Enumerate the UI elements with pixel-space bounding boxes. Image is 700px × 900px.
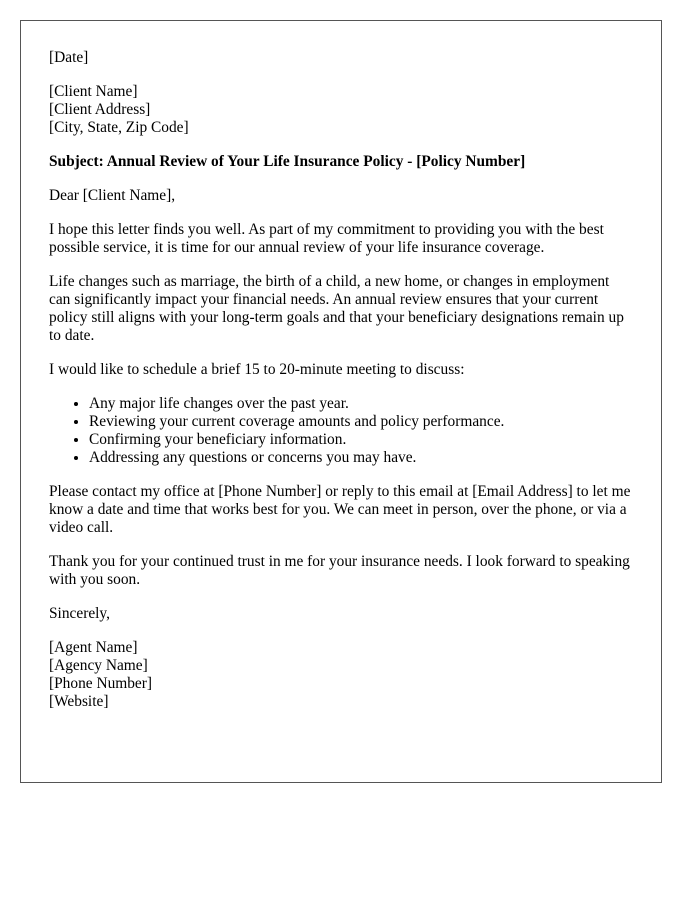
date: [Date]: [49, 49, 89, 66]
list-item: • Confirming your beneficiary information.: [89, 431, 634, 449]
body-paragraph: I hope this letter finds you well. As part of my commitment to providing you with the best possible service, it is time for our annual review of your life insurance coverage.: [49, 221, 604, 256]
phone-number: [Phone Number]: [49, 675, 153, 692]
list-item: • Any major life changes over the past year.: [89, 395, 634, 413]
body-paragraph: I would like to schedule a brief 15 to 20-minute meeting to discuss:: [49, 361, 465, 378]
client-city-state-zip: [City, State, Zip Code]: [49, 119, 189, 136]
body-paragraph: Please contact my office at [Phone Number] or reply to this email at [Email Address] to let me know a date and time that works best for you. We can meet in person, over the phone, or via a video call.: [49, 483, 631, 536]
recipient-address: [49, 83, 634, 137]
website: [Website]: [49, 693, 109, 710]
signature-block: [49, 639, 634, 711]
client-name: [Client Name]: [49, 83, 138, 100]
list-item: • Addressing any questions or concerns you may have.: [89, 449, 634, 467]
body-paragraph: Thank you for your continued trust in me for your insurance needs. I look forward to speaking with you soon.: [49, 553, 630, 588]
signoff: Sincerely,: [49, 605, 110, 622]
body-paragraph: Life changes such as marriage, the birth of a child, a new home, or changes in employment can significantly impact your financial needs. An annual review ensures that your current policy still aligns with your long-term goals and that your beneficiary designations remain up to date.: [49, 273, 624, 344]
subject-line: Subject: Annual Review of Your Life Insurance Policy - [Policy Number]: [49, 153, 526, 170]
salutation: Dear [Client Name],: [49, 187, 176, 204]
agent-name: [Agent Name]: [49, 639, 138, 656]
agency-name: [Agency Name]: [49, 657, 148, 674]
client-address: [Client Address]: [49, 101, 151, 118]
discussion-list: [49, 395, 634, 467]
letter: [20, 20, 662, 783]
list-item: • Reviewing your current coverage amounts and policy performance.: [89, 413, 634, 431]
